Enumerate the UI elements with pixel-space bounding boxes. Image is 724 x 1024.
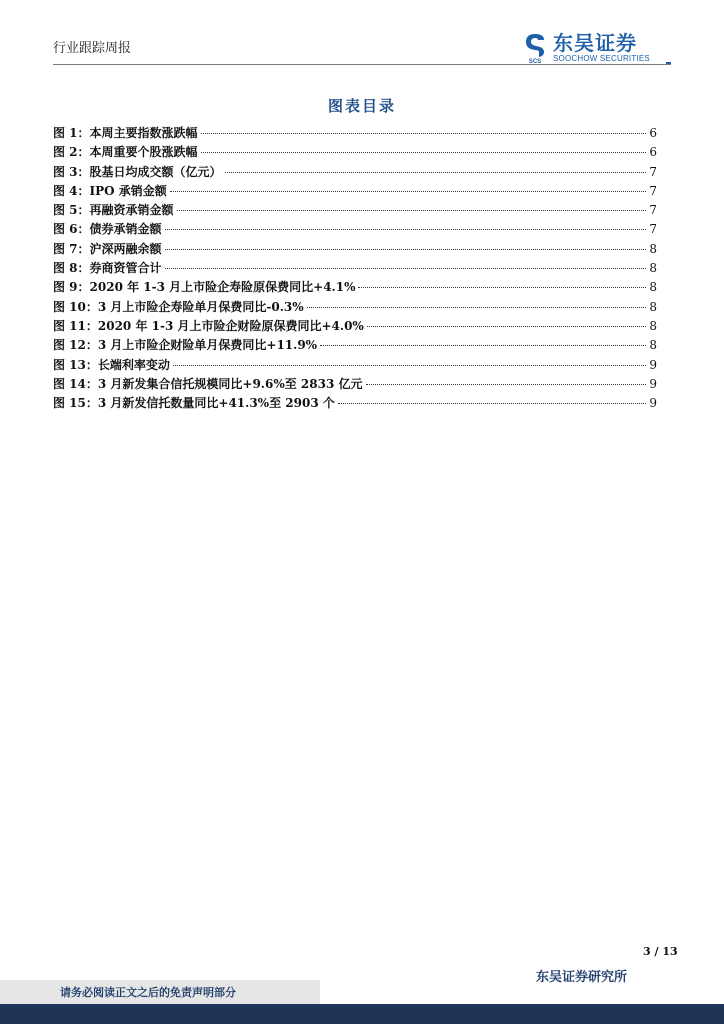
toc-leader-dots: [165, 229, 647, 230]
footer-bar: [0, 1004, 724, 1024]
toc-entry-label: 图 8：券商资管合计: [53, 261, 162, 276]
toc-entry[interactable]: [53, 394, 657, 413]
toc-leader-dots: [201, 152, 647, 153]
toc-leader-dots: [320, 345, 646, 346]
toc-entry[interactable]: [53, 143, 657, 162]
toc-entry-label: 图 5：再融资承销金额: [53, 203, 174, 218]
toc-leader-dots: [201, 133, 647, 134]
company-logo: [523, 32, 650, 64]
toc-entry-label: 图 14：3 月新发集合信托规模同比+9.6%至 2833 亿元: [53, 376, 363, 391]
toc-entry-label: 图 15：3 月新发信托数量同比+41.3%至 2903 个: [53, 396, 335, 411]
logo-abbr: SCS: [528, 59, 542, 64]
toc-entry[interactable]: [53, 163, 657, 182]
toc-entry-page: 9: [649, 357, 657, 372]
toc-entry-page: 7: [649, 183, 657, 198]
toc-entry-label: 图 11：2020 年 1-3 月上市险企财险原保费同比+4.0%: [53, 318, 364, 333]
toc-entry-label: 图 10：3 月上市险企寿险单月保费同比-0.3%: [53, 299, 304, 314]
toc-entry-label: 图 12：3 月上市险企财险单月保费同比+11.9%: [53, 338, 318, 353]
toc-leader-dots: [165, 268, 647, 269]
toc-entry-label: 图 1：本周主要指数涨跌幅: [53, 126, 198, 140]
footer-organization: 东吴证券研究所: [536, 970, 628, 985]
toc-entry[interactable]: [53, 336, 657, 355]
toc-entry-page: 8: [649, 318, 657, 333]
toc-entry-label: 图 9：2020 年 1-3 月上市险企寿险原保费同比+4.1%: [53, 280, 356, 295]
toc-leader-dots: [366, 384, 647, 385]
toc-entry[interactable]: [53, 259, 657, 278]
toc-leader-dots: [338, 403, 647, 404]
footer-disclaimer: 请务必阅读正文之后的免责声明部分: [60, 986, 236, 999]
page-number: 3 / 13: [643, 945, 678, 958]
toc-title: 图表目录: [327, 97, 396, 115]
toc-entry-page: 8: [649, 280, 657, 295]
toc-entry-page: 6: [649, 126, 657, 140]
toc-leader-dots: [173, 365, 646, 366]
toc-leader-dots: [367, 326, 647, 327]
toc-entry[interactable]: [53, 375, 657, 394]
header-divider: [53, 64, 671, 65]
toc-entry[interactable]: [53, 124, 657, 143]
toc-entry-page: 7: [649, 222, 657, 237]
toc-leader-dots: [307, 307, 647, 308]
toc-entry[interactable]: [53, 298, 657, 317]
toc-entry-page: 8: [649, 299, 657, 314]
toc-entry[interactable]: [53, 201, 657, 220]
header-section-label: 行业跟踪周报: [53, 41, 132, 56]
toc-entry-label: 图 4：IPO 承销金额: [53, 183, 167, 198]
toc-list: [53, 124, 657, 413]
toc-entry[interactable]: [53, 278, 657, 297]
logo-english-name: SOOCHOW SECURITIES: [553, 54, 650, 63]
toc-entry-page: 8: [649, 261, 657, 276]
toc-entry[interactable]: [53, 317, 657, 336]
toc-entry-page: 9: [649, 396, 657, 411]
toc-entry[interactable]: [53, 182, 657, 201]
toc-entry[interactable]: [53, 240, 657, 259]
toc-entry-label: 图 3：股基日均成交额（亿元）: [53, 164, 222, 179]
toc-entry-page: 6: [649, 145, 657, 160]
toc-entry-label: 图 7：沪深两融余额: [53, 241, 162, 256]
toc-leader-dots: [358, 287, 646, 288]
toc-entry-page: 7: [649, 164, 657, 179]
toc-leader-dots: [177, 210, 647, 211]
toc-entry[interactable]: [53, 356, 657, 375]
toc-entry-page: 8: [649, 338, 657, 353]
toc-entry-label: 图 6：债券承销金额: [53, 222, 162, 237]
toc-entry[interactable]: [53, 220, 657, 239]
toc-entry-label: 图 13：长端利率变动: [53, 357, 170, 372]
toc-entry-label: 图 2：本周重要个股涨跌幅: [53, 145, 198, 160]
toc-leader-dots: [170, 191, 647, 192]
toc-entry-page: 9: [649, 376, 657, 391]
toc-leader-dots: [225, 172, 647, 173]
toc-entry-page: 7: [649, 203, 657, 218]
soochow-logo-icon: [523, 32, 547, 64]
toc-leader-dots: [165, 249, 647, 250]
logo-chinese-name: 东吴证券: [553, 31, 637, 55]
toc-entry-page: 8: [649, 241, 657, 256]
